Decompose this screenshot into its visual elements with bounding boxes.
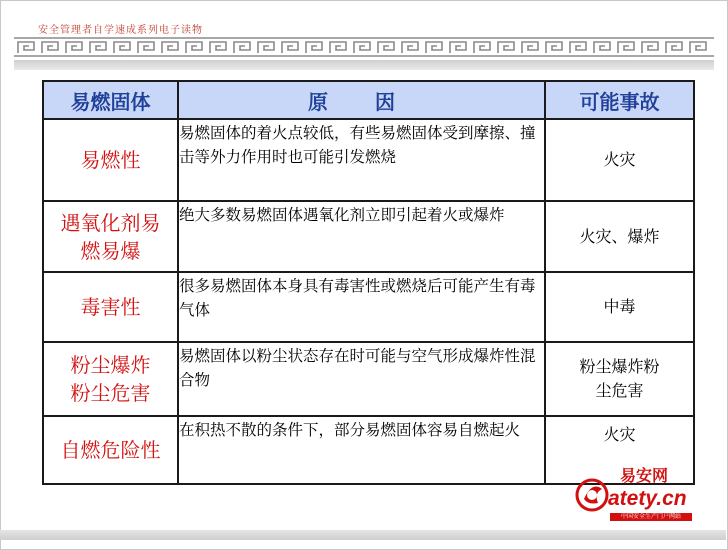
property-cell	[43, 201, 178, 272]
logo-cn-text: 易安网	[620, 466, 669, 485]
top-divider-bar	[14, 60, 714, 70]
property-cell	[43, 342, 178, 416]
accident-text: 火灾	[603, 425, 636, 444]
reason-text: 绝大多数易燃固体遇氧化剂立即引起着火或爆炸	[179, 206, 505, 224]
table-header-row	[43, 81, 694, 119]
property-label: 毒害性	[80, 295, 141, 319]
accident-cell	[545, 201, 694, 272]
logo-en-text: atety.cn	[608, 487, 687, 510]
bottom-divider-bar	[0, 530, 726, 540]
reason-text: 很多易燃固体本身具有毒害性或燃烧后可能产生有毒气体	[179, 277, 536, 319]
accident-text: 中毒	[603, 297, 636, 316]
reason-text: 在积热不散的条件下，部分易燃固体容易自燃起火	[179, 421, 521, 439]
fret-pattern-band	[14, 36, 714, 58]
table-row	[43, 272, 694, 342]
table-row	[43, 119, 694, 201]
accident-text: 粉尘爆炸粉尘危害	[579, 357, 660, 400]
table-row	[43, 201, 694, 272]
column-header-accident: 可能事故	[545, 81, 694, 119]
reason-cell	[178, 119, 545, 201]
property-label: 粉尘爆炸粉尘危害	[70, 353, 151, 405]
accident-text: 火灾	[603, 150, 636, 169]
accident-cell	[545, 272, 694, 342]
column-header-reason: 原 因	[178, 81, 545, 119]
accident-cell	[545, 342, 694, 416]
logo-subtitle: 中国安全生产门户网站	[610, 513, 692, 521]
property-label: 自燃危险性	[60, 438, 161, 462]
page-header-title: 安全管理者自学速成系列电子读物	[38, 25, 203, 36]
property-cell	[43, 119, 178, 201]
reason-cell	[178, 272, 545, 342]
property-label: 易燃性	[80, 148, 141, 172]
accident-cell	[545, 119, 694, 201]
reason-cell	[178, 416, 545, 484]
reason-cell	[178, 342, 545, 416]
table-row	[43, 342, 694, 416]
site-logo[interactable]	[572, 463, 692, 525]
accident-text: 火灾、爆炸	[579, 226, 660, 246]
reason-text: 易燃固体以粉尘状态存在时可能与空气形成爆炸性混合物	[179, 347, 536, 389]
reason-text: 易燃固体的着火点较低，有些易燃固体受到摩擦、撞击等外力作用时也可能引发燃烧	[179, 124, 536, 166]
property-cell	[43, 416, 178, 484]
property-label: 遇氧化剂易燃易爆	[60, 210, 161, 263]
reason-cell	[178, 201, 545, 272]
property-cell	[43, 272, 178, 342]
flammable-solids-table	[42, 80, 695, 485]
column-header-property: 易燃固体	[43, 81, 178, 119]
safety-logo-icon	[572, 469, 612, 519]
